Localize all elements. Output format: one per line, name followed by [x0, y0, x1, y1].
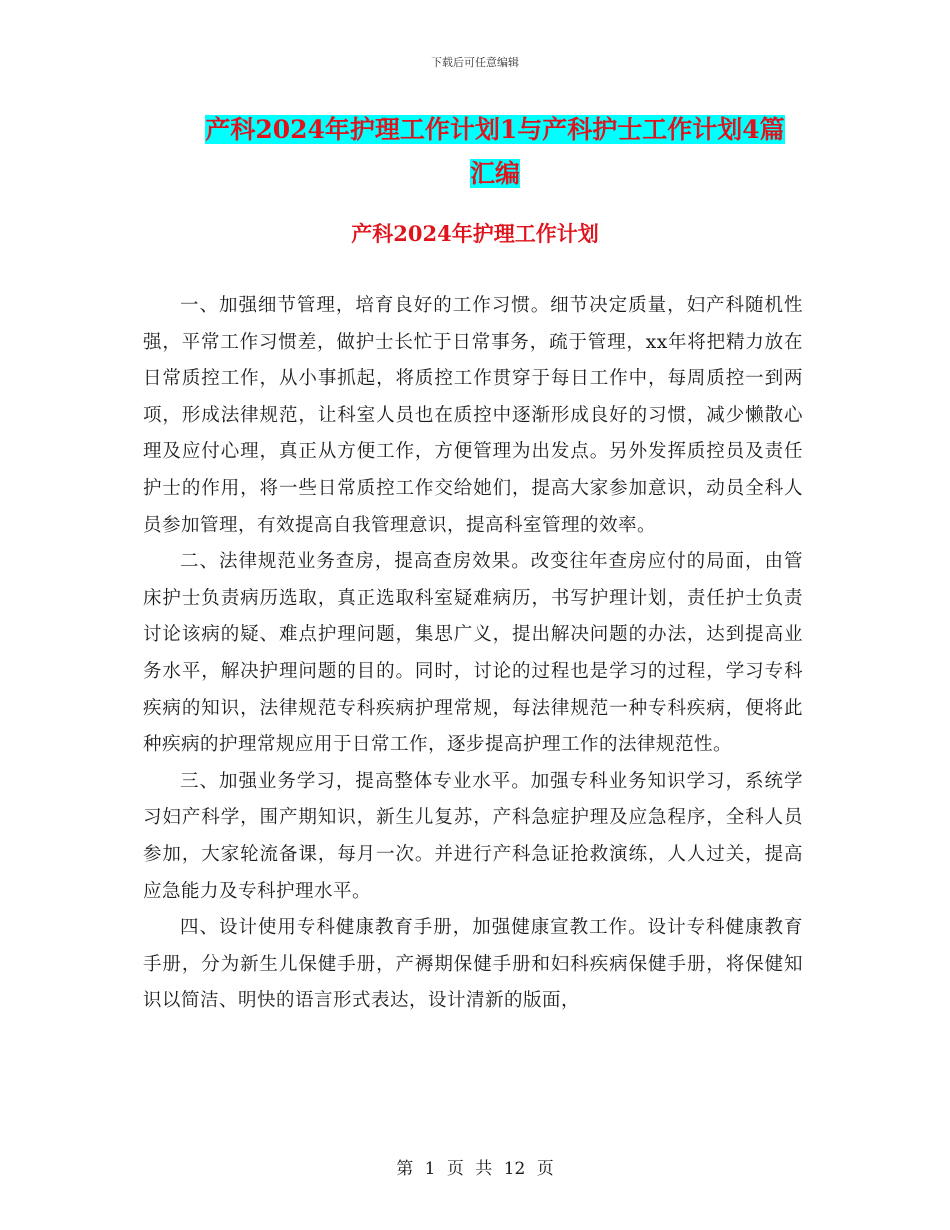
paragraph-3: 三、加强业务学习，提高整体专业水平。加强专科业务知识学习，系统学习妇产科学，围产期知识，新生儿复苏，产科急症护理及应急程序，全科人员参加，大家轮流备课，每月一次。并进行产科急证抢救演练，人人过关，提高应急能力及专科护理水平。 — [143, 770, 803, 902]
document-title — [140, 108, 850, 196]
header-note: 下载后可任意编辑 — [431, 56, 519, 69]
section-title: 产科2024年护理工作计划 — [351, 221, 599, 246]
body-text — [143, 288, 803, 1020]
paragraph-4: 四、设计使用专科健康教育手册，加强健康宣教工作。设计专科健康教育手册，分为新生儿保健手册，产褥期保健手册和妇科疾病保健手册，将保健知识以简洁、明快的语言形式表达，设计清新的版面， — [143, 917, 803, 1012]
document-title-line1: 产科2024年护理工作计划1与产科护士工作计划4篇 — [205, 115, 785, 144]
paragraph-2: 二、法律规范业务查房，提高查房效果。改变往年查房应付的局面，由管床护士负责病历选取，真正选取科室疑难病历，书写护理计划，责任护士负责讨论该病的疑、难点护理问题，集思广义，提出解决问题的办法，达到提高业务水平，解决护理问题的目的。同时，讨论的过程也是学习的过程，学习专科疾病的知识，法律规范专科疾病护理常规，每法律规范一种专科疾病，便将此种疾病的护理常规应用于日常工作，逐步提高护理工作的法律规范性。 — [143, 551, 803, 756]
paragraph-1: 一、加强细节管理，培育良好的工作习惯。细节决定质量，妇产科随机性强，平常工作习惯差，做护士长忙于日常事务，疏于管理，xx年将把精力放在日常质控工作，从小事抓起，将质控工作贯穿于每日工作中，每周质控一到两项，形成法律规范，让科室人员也在质控中逐渐形成良好的习惯，减少懒散心理及应付心理，真正从方便工作，方便管理为出发点。另外发挥质控员及责任护士的作用，将一些日常质控工作交给她们，提高大家参加意识，动员全科人员参加管理，有效提高自我管理意识，提高科室管理的效率。 — [143, 295, 803, 536]
page-footer: 第 1 页 共 12 页 — [396, 1159, 554, 1179]
document-title-line2: 汇编 — [469, 159, 520, 188]
